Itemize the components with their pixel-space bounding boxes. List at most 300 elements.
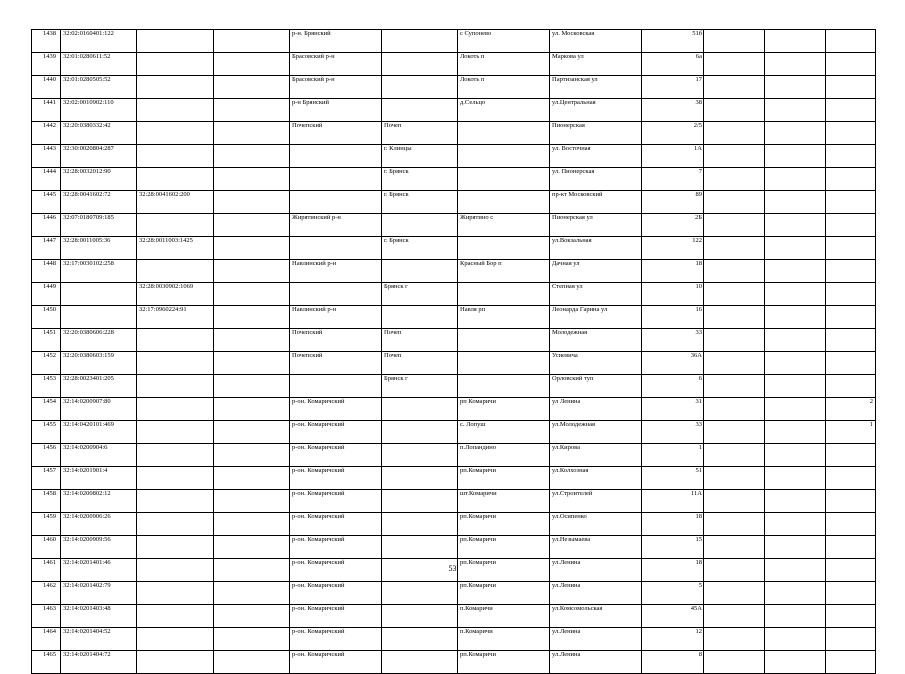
extra-cell	[214, 99, 290, 122]
district-cell: р-он. Комаричский	[290, 490, 382, 513]
street-cell: ул.Центральная	[550, 99, 642, 122]
row-number-cell: 1438	[32, 30, 61, 53]
extra-cell	[826, 237, 876, 260]
district-cell: р-он. Комаричский	[290, 651, 382, 674]
table-row	[32, 191, 876, 214]
extra-cell	[704, 467, 765, 490]
city-cell	[382, 398, 458, 421]
district-cell: р-он. Комаричский	[290, 536, 382, 559]
row-number-cell: 1452	[32, 352, 61, 375]
street-cell: ул. Восточная	[550, 145, 642, 168]
settlement-cell	[458, 168, 550, 191]
extra-cell	[704, 283, 765, 306]
house-number-cell: 2Б	[642, 214, 704, 237]
row-number-cell: 1454	[32, 398, 61, 421]
cadastral-number-cell: 32:14:0200907:80	[61, 398, 137, 421]
city-cell: г. Брянск	[382, 237, 458, 260]
row-number-cell: 1462	[32, 582, 61, 605]
settlement-cell: с Супонево	[458, 30, 550, 53]
extra-cell	[826, 99, 876, 122]
settlement-cell	[458, 237, 550, 260]
parent-cadastral-number-cell	[137, 421, 214, 444]
extra-cell	[826, 352, 876, 375]
table-row	[32, 651, 876, 674]
settlement-cell: с. Лопуш	[458, 421, 550, 444]
extra-cell	[704, 513, 765, 536]
row-number-cell: 1444	[32, 168, 61, 191]
extra-cell	[704, 398, 765, 421]
cadastral-number-cell: 32:14:0200906:26	[61, 513, 137, 536]
extra-cell	[826, 122, 876, 145]
row-number-cell: 1439	[32, 53, 61, 76]
settlement-cell: д.Сельцо	[458, 99, 550, 122]
city-cell	[382, 76, 458, 99]
cadastral-number-cell: 32:14:0201402:79	[61, 582, 137, 605]
settlement-cell: п.Комаричи	[458, 605, 550, 628]
table-row	[32, 375, 876, 398]
extra-cell	[214, 605, 290, 628]
district-cell	[290, 375, 382, 398]
district-cell: Почепский	[290, 122, 382, 145]
city-cell: г. Брянск	[382, 168, 458, 191]
extra-cell	[214, 444, 290, 467]
district-cell: Навлинский р-н	[290, 260, 382, 283]
extra-cell	[765, 99, 826, 122]
house-number-cell: 1А	[642, 145, 704, 168]
city-cell	[382, 513, 458, 536]
extra-cell	[214, 628, 290, 651]
cadastral-number-cell: 32:20:0380603:159	[61, 352, 137, 375]
extra-cell	[214, 398, 290, 421]
street-cell: Степная ул	[550, 283, 642, 306]
table-row	[32, 99, 876, 122]
cadastral-number-cell: 32:14:0200909:56	[61, 536, 137, 559]
cadastral-number-cell: 32:20:0380332:42	[61, 122, 137, 145]
district-cell	[290, 145, 382, 168]
cadastral-number-cell: 32:28:0023401:205	[61, 375, 137, 398]
extra-cell	[826, 490, 876, 513]
settlement-cell: рп.Комаричи	[458, 467, 550, 490]
street-cell: ул.Вокзальная	[550, 237, 642, 260]
street-cell: Дачная ул	[550, 260, 642, 283]
extra-cell	[704, 191, 765, 214]
extra-cell	[214, 306, 290, 329]
row-number-cell: 1449	[32, 283, 61, 306]
parent-cadastral-number-cell	[137, 628, 214, 651]
parent-cadastral-number-cell	[137, 605, 214, 628]
cadastral-number-cell: 32:28:0011005:36	[61, 237, 137, 260]
cadastral-number-cell: 32:02:0160401:122	[61, 30, 137, 53]
row-number-cell: 1453	[32, 375, 61, 398]
parent-cadastral-number-cell: 32:28:0011003:1425	[137, 237, 214, 260]
extra-cell	[704, 237, 765, 260]
street-cell: пр-кт Московский	[550, 191, 642, 214]
parent-cadastral-number-cell	[137, 168, 214, 191]
parent-cadastral-number-cell	[137, 582, 214, 605]
extra-cell	[826, 375, 876, 398]
district-cell: р-он. Комаричский	[290, 582, 382, 605]
street-cell: ул. Пионерская	[550, 168, 642, 191]
extra-cell	[214, 467, 290, 490]
table-row	[32, 421, 876, 444]
district-cell: р-он. Комаричский	[290, 628, 382, 651]
cadastral-number-cell: 32:02:0010902:110	[61, 99, 137, 122]
extra-cell	[765, 490, 826, 513]
house-number-cell: 6а	[642, 53, 704, 76]
street-cell: ул.Осипенко	[550, 513, 642, 536]
extra-cell	[826, 168, 876, 191]
extra-cell	[826, 260, 876, 283]
settlement-cell	[458, 375, 550, 398]
city-cell	[382, 214, 458, 237]
cadastral-number-cell: 32:20:0380606:228	[61, 329, 137, 352]
table-row	[32, 122, 876, 145]
house-number-cell: 8	[642, 651, 704, 674]
street-cell: ул.Ленина	[550, 582, 642, 605]
table-row	[32, 237, 876, 260]
house-number-cell: 51	[642, 467, 704, 490]
parent-cadastral-number-cell	[137, 467, 214, 490]
extra-cell	[765, 605, 826, 628]
parent-cadastral-number-cell: 32:28:0030902:1069	[137, 283, 214, 306]
parent-cadastral-number-cell: 32:28:0041602:200	[137, 191, 214, 214]
city-cell	[382, 605, 458, 628]
extra-cell	[214, 329, 290, 352]
extra-cell	[214, 513, 290, 536]
city-cell	[382, 582, 458, 605]
table-row	[32, 398, 876, 421]
settlement-cell: Локоть п	[458, 76, 550, 99]
district-cell	[290, 283, 382, 306]
extra-cell	[704, 605, 765, 628]
extra-cell	[704, 582, 765, 605]
extra-cell	[704, 444, 765, 467]
parent-cadastral-number-cell	[137, 53, 214, 76]
district-cell: р-он. Комаричский	[290, 444, 382, 467]
cadastral-number-cell: 32:14:0200904:6	[61, 444, 137, 467]
table-row	[32, 76, 876, 99]
district-cell: Брасовский р-н	[290, 76, 382, 99]
table-row	[32, 260, 876, 283]
table-row	[32, 53, 876, 76]
parent-cadastral-number-cell	[137, 490, 214, 513]
city-cell	[382, 260, 458, 283]
cadastral-number-cell: 32:14:0201901:4	[61, 467, 137, 490]
street-cell: ул.Молодежная	[550, 421, 642, 444]
extra-cell	[704, 306, 765, 329]
house-number-cell: 31	[642, 398, 704, 421]
parent-cadastral-number-cell	[137, 145, 214, 168]
row-number-cell: 1443	[32, 145, 61, 168]
row-number-cell: 1446	[32, 214, 61, 237]
cadastral-number-cell: 32:28:0032012:90	[61, 168, 137, 191]
extra-cell	[704, 76, 765, 99]
city-cell	[382, 444, 458, 467]
table-row	[32, 168, 876, 191]
extra-cell	[214, 145, 290, 168]
street-cell: Усиевича	[550, 352, 642, 375]
street-cell: ул.Ленина	[550, 559, 642, 582]
extra-cell	[765, 536, 826, 559]
settlement-cell: шт.Комаричи	[458, 490, 550, 513]
cadastral-number-cell	[61, 306, 137, 329]
extra-cell	[765, 168, 826, 191]
parent-cadastral-number-cell	[137, 329, 214, 352]
extra-cell	[765, 53, 826, 76]
house-number-cell: 51б	[642, 30, 704, 53]
table-row	[32, 628, 876, 651]
extra-cell	[765, 191, 826, 214]
extra-cell	[826, 536, 876, 559]
settlement-cell: п.Лопандино	[458, 444, 550, 467]
settlement-cell: Жирятино с	[458, 214, 550, 237]
extra-cell	[826, 30, 876, 53]
city-cell	[382, 536, 458, 559]
settlement-cell: рп.Комаричи	[458, 559, 550, 582]
street-cell: ул.Комсомольская	[550, 605, 642, 628]
extra-cell	[826, 306, 876, 329]
extra-cell	[765, 398, 826, 421]
house-number-cell: 5	[642, 582, 704, 605]
extra-cell	[214, 30, 290, 53]
parent-cadastral-number-cell	[137, 513, 214, 536]
district-cell	[290, 191, 382, 214]
row-number-cell: 1457	[32, 467, 61, 490]
street-cell: Орловский туп	[550, 375, 642, 398]
table-row	[32, 352, 876, 375]
extra-cell	[765, 651, 826, 674]
house-number-cell: 89	[642, 191, 704, 214]
row-number-cell: 1445	[32, 191, 61, 214]
street-cell: Пионерская ул	[550, 214, 642, 237]
extra-cell	[214, 168, 290, 191]
cadastral-number-cell: 32:30:0020804:287	[61, 145, 137, 168]
cadastral-number-cell: 32:01:0280611:52	[61, 53, 137, 76]
extra-cell	[214, 352, 290, 375]
extra-cell	[826, 628, 876, 651]
extra-cell	[214, 76, 290, 99]
extra-cell	[704, 168, 765, 191]
parent-cadastral-number-cell	[137, 122, 214, 145]
extra-cell	[826, 191, 876, 214]
district-cell: Брасовский р-н	[290, 53, 382, 76]
extra-cell	[826, 214, 876, 237]
settlement-cell: рп.Комаричи	[458, 582, 550, 605]
settlement-cell	[458, 283, 550, 306]
extra-cell	[826, 582, 876, 605]
extra-cell	[704, 329, 765, 352]
extra-cell	[214, 375, 290, 398]
parent-cadastral-number-cell	[137, 352, 214, 375]
row-number-cell: 1461	[32, 559, 61, 582]
extra-cell	[214, 536, 290, 559]
extra-cell	[765, 237, 826, 260]
settlement-cell: Навля рп	[458, 306, 550, 329]
extra-cell	[826, 651, 876, 674]
settlement-cell: Локоть п	[458, 53, 550, 76]
parent-cadastral-number-cell: 32:17:0960224:91	[137, 306, 214, 329]
city-cell: Брянск г	[382, 283, 458, 306]
street-cell: ул.Кирова	[550, 444, 642, 467]
district-cell: р-он. Комаричский	[290, 605, 382, 628]
extra-cell	[704, 99, 765, 122]
table-row	[32, 145, 876, 168]
extra-cell	[765, 352, 826, 375]
street-cell: ул Ленина	[550, 398, 642, 421]
street-cell: Леонарда Гарина ул	[550, 306, 642, 329]
extra-cell	[765, 329, 826, 352]
parent-cadastral-number-cell	[137, 536, 214, 559]
cadastral-number-cell	[61, 283, 137, 306]
extra-cell	[704, 536, 765, 559]
extra-cell	[704, 30, 765, 53]
house-number-cell: 38	[642, 99, 704, 122]
extra-cell	[704, 421, 765, 444]
street-cell: ул.Ленина	[550, 628, 642, 651]
extra-cell: 1	[826, 421, 876, 444]
extra-cell	[826, 513, 876, 536]
district-cell: р-он. Комаричский	[290, 421, 382, 444]
extra-cell	[765, 145, 826, 168]
settlement-cell	[458, 122, 550, 145]
extra-cell: 2	[826, 398, 876, 421]
table-row	[32, 605, 876, 628]
extra-cell	[704, 145, 765, 168]
extra-cell	[765, 30, 826, 53]
district-cell: р-он. Комаричский	[290, 398, 382, 421]
house-number-cell: 36А	[642, 352, 704, 375]
extra-cell	[826, 283, 876, 306]
city-cell: г. Клинцы	[382, 145, 458, 168]
city-cell: Почеп	[382, 352, 458, 375]
row-number-cell: 1456	[32, 444, 61, 467]
cadastral-number-cell: 32:14:0201403:48	[61, 605, 137, 628]
cadastral-number-cell: 32:07:0180709:185	[61, 214, 137, 237]
table-row	[32, 30, 876, 53]
table-row	[32, 283, 876, 306]
row-number-cell: 1441	[32, 99, 61, 122]
extra-cell	[765, 283, 826, 306]
district-cell: р-н. Брянский	[290, 30, 382, 53]
extra-cell	[826, 145, 876, 168]
extra-cell	[704, 352, 765, 375]
extra-cell	[765, 260, 826, 283]
page-number: 53	[448, 564, 457, 573]
street-cell: ул.Колхозная	[550, 467, 642, 490]
registry-body	[32, 30, 876, 674]
extra-cell	[214, 421, 290, 444]
district-cell	[290, 168, 382, 191]
extra-cell	[765, 513, 826, 536]
extra-cell	[214, 651, 290, 674]
row-number-cell: 1442	[32, 122, 61, 145]
street-cell: Маркова ул	[550, 53, 642, 76]
house-number-cell: 17	[642, 76, 704, 99]
extra-cell	[704, 53, 765, 76]
extra-cell	[704, 651, 765, 674]
house-number-cell: 45А	[642, 605, 704, 628]
house-number-cell: 15	[642, 536, 704, 559]
parent-cadastral-number-cell	[137, 30, 214, 53]
extra-cell	[704, 260, 765, 283]
parent-cadastral-number-cell	[137, 214, 214, 237]
extra-cell	[765, 306, 826, 329]
extra-cell	[214, 237, 290, 260]
district-cell: р-он. Комаричский	[290, 467, 382, 490]
house-number-cell: 11А	[642, 490, 704, 513]
cadastral-number-cell: 32:17:0030102:258	[61, 260, 137, 283]
cadastral-number-cell: 32:14:0201404:72	[61, 651, 137, 674]
house-number-cell: 2/5	[642, 122, 704, 145]
parent-cadastral-number-cell	[137, 99, 214, 122]
row-number-cell: 1463	[32, 605, 61, 628]
street-cell: ул.Ленина	[550, 651, 642, 674]
district-cell	[290, 237, 382, 260]
extra-cell	[765, 582, 826, 605]
cadastral-number-cell: 32:14:0201401:46	[61, 559, 137, 582]
row-number-cell: 1455	[32, 421, 61, 444]
extra-cell	[826, 605, 876, 628]
extra-cell	[765, 628, 826, 651]
extra-cell	[765, 467, 826, 490]
extra-cell	[704, 214, 765, 237]
city-cell	[382, 99, 458, 122]
extra-cell	[765, 76, 826, 99]
extra-cell	[214, 214, 290, 237]
street-cell: Партизанская ул	[550, 76, 642, 99]
extra-cell	[214, 191, 290, 214]
registry-table	[31, 29, 876, 674]
extra-cell	[826, 76, 876, 99]
table-row	[32, 536, 876, 559]
city-cell: г. Брянск	[382, 191, 458, 214]
house-number-cell: 16	[642, 306, 704, 329]
house-number-cell: 18	[642, 513, 704, 536]
row-number-cell: 1460	[32, 536, 61, 559]
house-number-cell: 18	[642, 559, 704, 582]
extra-cell	[826, 329, 876, 352]
house-number-cell: 122	[642, 237, 704, 260]
cadastral-number-cell: 32:01:0280505:52	[61, 76, 137, 99]
extra-cell	[826, 467, 876, 490]
city-cell	[382, 53, 458, 76]
table-row	[32, 467, 876, 490]
cadastral-number-cell: 32:28:0041602:72	[61, 191, 137, 214]
parent-cadastral-number-cell	[137, 398, 214, 421]
house-number-cell: 10	[642, 283, 704, 306]
settlement-cell: рп.Комаричи	[458, 651, 550, 674]
parent-cadastral-number-cell	[137, 76, 214, 99]
house-number-cell: 7	[642, 168, 704, 191]
cadastral-number-cell: 32:14:0200802:12	[61, 490, 137, 513]
city-cell: Почеп	[382, 122, 458, 145]
row-number-cell: 1464	[32, 628, 61, 651]
settlement-cell: рп.Комаричи	[458, 513, 550, 536]
settlement-cell	[458, 191, 550, 214]
table-row	[32, 329, 876, 352]
settlement-cell: рп Комаричи	[458, 398, 550, 421]
house-number-cell: 18	[642, 260, 704, 283]
cadastral-number-cell: 32:14:0420101:469	[61, 421, 137, 444]
street-cell: ул. Московская	[550, 30, 642, 53]
table-row	[32, 444, 876, 467]
row-number-cell: 1450	[32, 306, 61, 329]
house-number-cell: 6	[642, 375, 704, 398]
city-cell	[382, 628, 458, 651]
extra-cell	[765, 444, 826, 467]
district-cell: р-он. Комаричский	[290, 513, 382, 536]
table-row	[32, 582, 876, 605]
